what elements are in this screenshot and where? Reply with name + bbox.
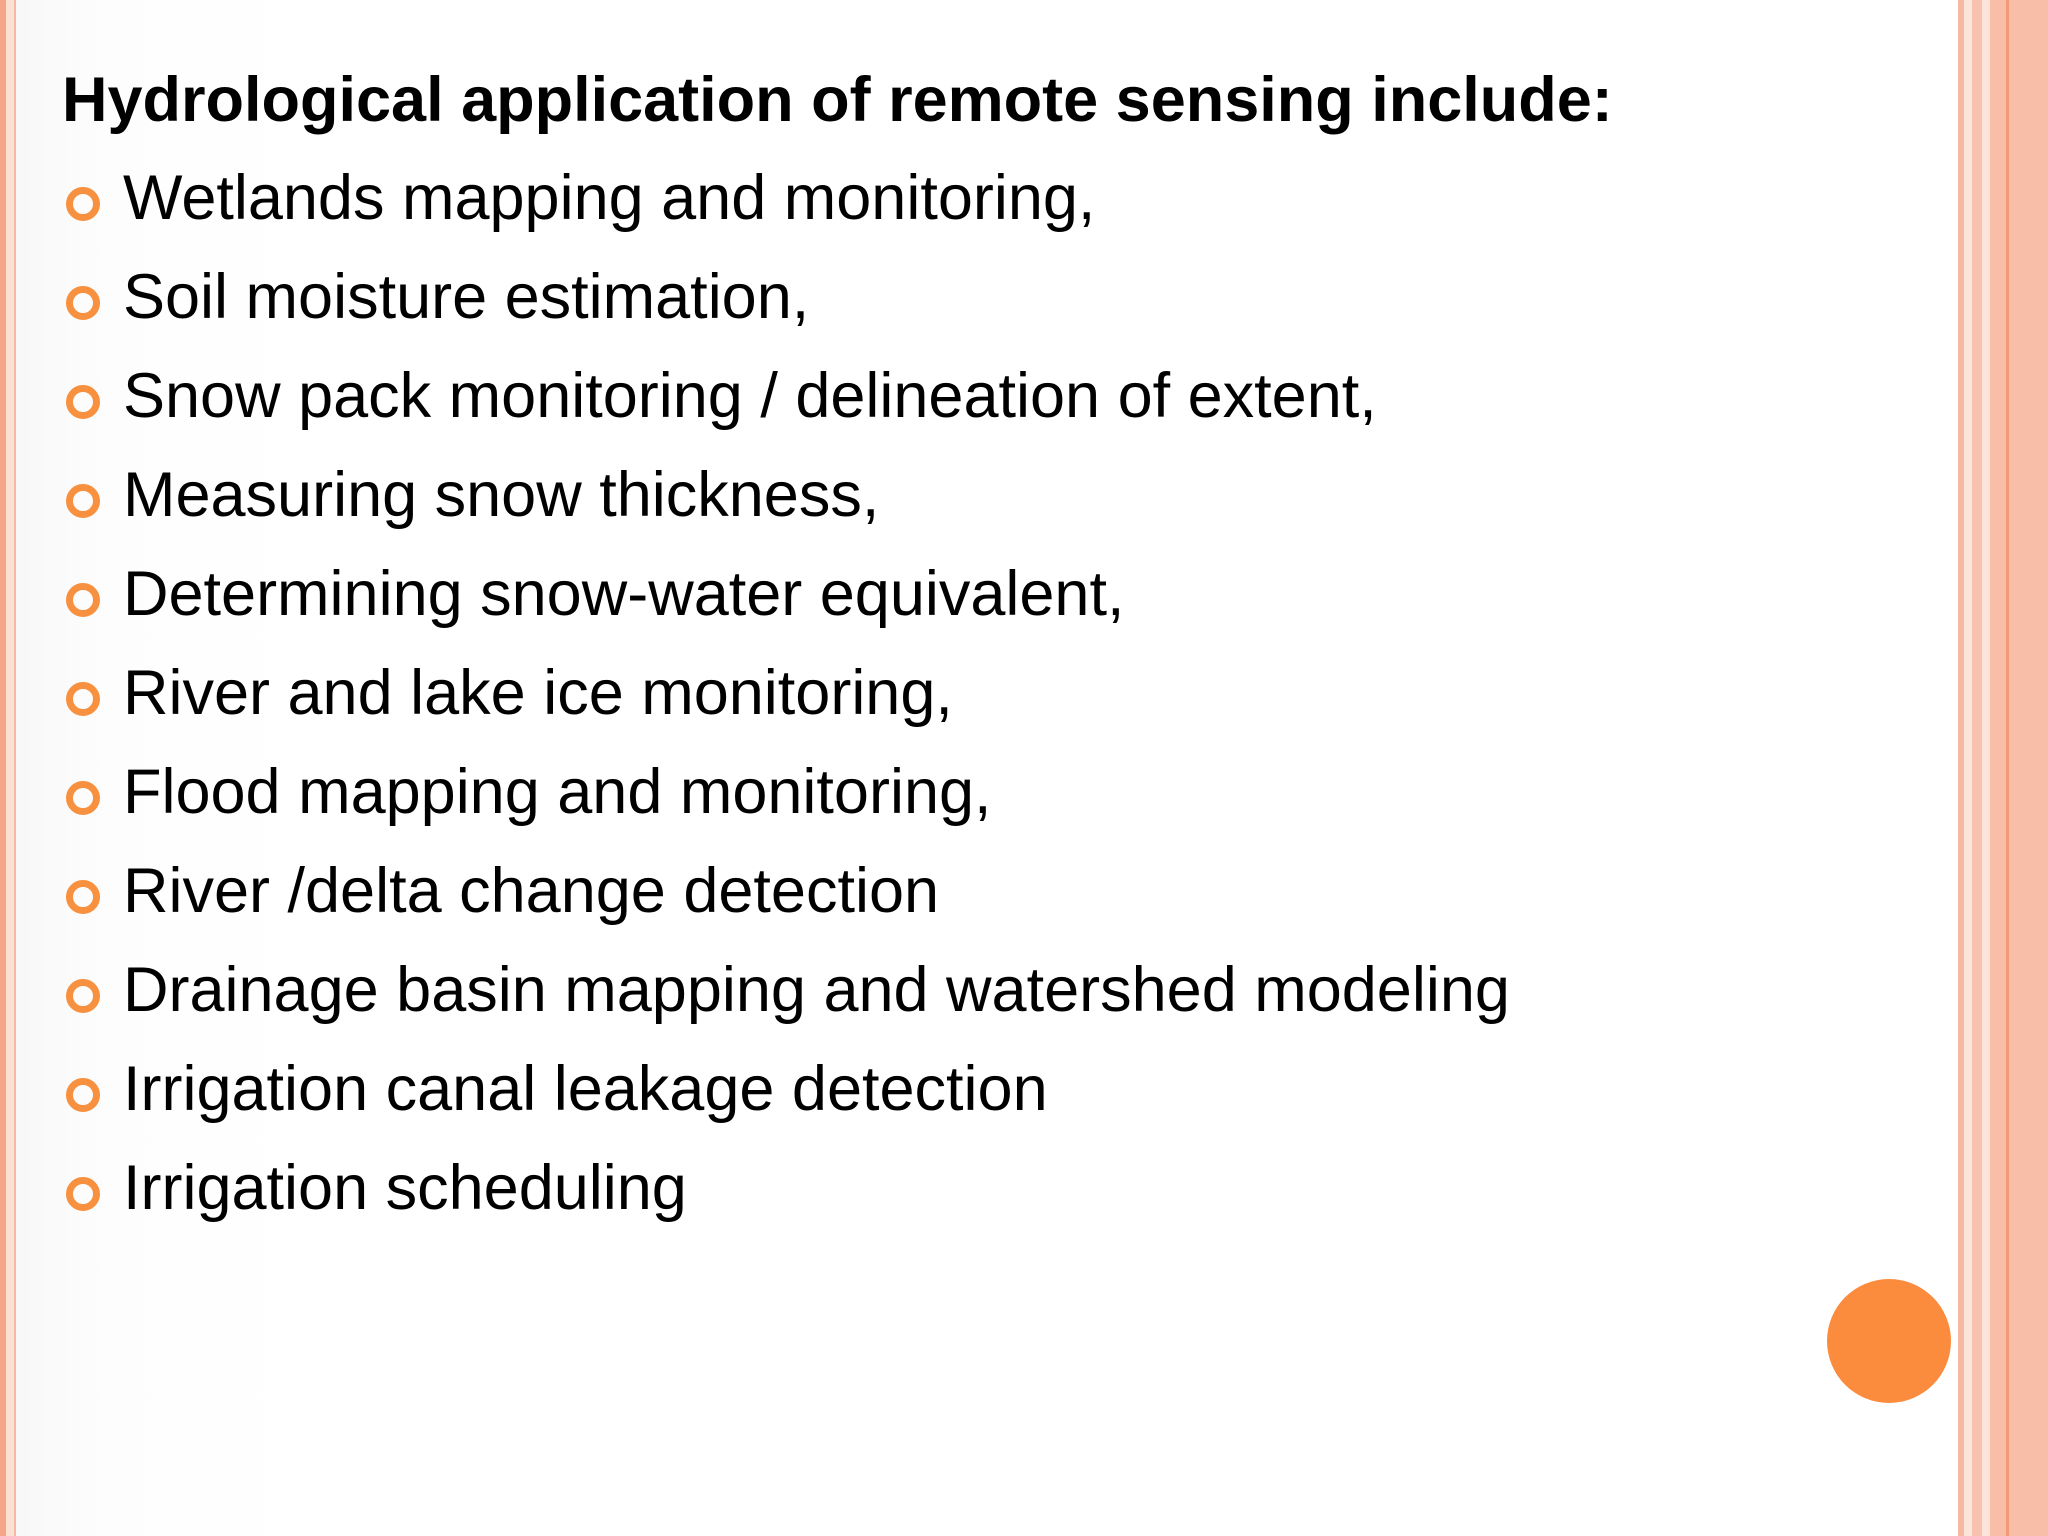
hollow-circle-bullet-icon	[66, 1177, 100, 1211]
right-border-stripe	[1982, 0, 1990, 1536]
list-item-text: Snow pack monitoring / delineation of extent,	[123, 361, 1377, 431]
list-item	[62, 455, 1922, 554]
right-border-stripe	[2006, 0, 2009, 1536]
list-item-text: River /delta change detection	[123, 856, 940, 926]
list-item	[62, 752, 1922, 851]
right-border-stripe	[1972, 0, 1982, 1536]
list-item	[62, 653, 1922, 752]
hollow-circle-bullet-icon	[66, 781, 100, 815]
list-item-text: Measuring snow thickness,	[123, 460, 880, 530]
list-item	[62, 851, 1922, 950]
list-item	[62, 1049, 1922, 1148]
hollow-circle-bullet-icon	[66, 583, 100, 617]
list-item-text: Soil moisture estimation,	[123, 262, 810, 332]
slide-content	[62, 60, 1922, 1247]
list-item	[62, 1148, 1922, 1247]
list-item-text: Flood mapping and monitoring,	[123, 757, 992, 827]
hollow-circle-bullet-icon	[66, 682, 100, 716]
hollow-circle-bullet-icon	[66, 880, 100, 914]
hollow-circle-bullet-icon	[66, 385, 100, 419]
right-border-stripe	[1964, 0, 1972, 1536]
decorative-orange-circle	[1827, 1279, 1951, 1403]
list-item-text: Irrigation scheduling	[123, 1153, 687, 1223]
list-item	[62, 257, 1922, 356]
left-border-stripe	[6, 0, 14, 1536]
list-item-text: Drainage basin mapping and watershed modeling	[123, 955, 1510, 1025]
list-item	[62, 950, 1922, 1049]
list-item-text: Irrigation canal leakage detection	[123, 1054, 1048, 1124]
list-item	[62, 356, 1922, 455]
right-border-stripe	[1990, 0, 2048, 1536]
left-border-stripe	[14, 0, 16, 1536]
hollow-circle-bullet-icon	[66, 1078, 100, 1112]
hollow-circle-bullet-icon	[66, 979, 100, 1013]
bullet-list	[62, 158, 1922, 1247]
slide-title: Hydrological application of remote sensing include:	[62, 65, 1613, 135]
list-item-text: Determining snow-water equivalent,	[123, 559, 1125, 629]
list-item-text: Wetlands mapping and monitoring,	[123, 163, 1096, 233]
list-item-text: River and lake ice monitoring,	[123, 658, 953, 728]
list-item	[62, 158, 1922, 257]
hollow-circle-bullet-icon	[66, 484, 100, 518]
hollow-circle-bullet-icon	[66, 187, 100, 221]
hollow-circle-bullet-icon	[66, 286, 100, 320]
list-item	[62, 554, 1922, 653]
